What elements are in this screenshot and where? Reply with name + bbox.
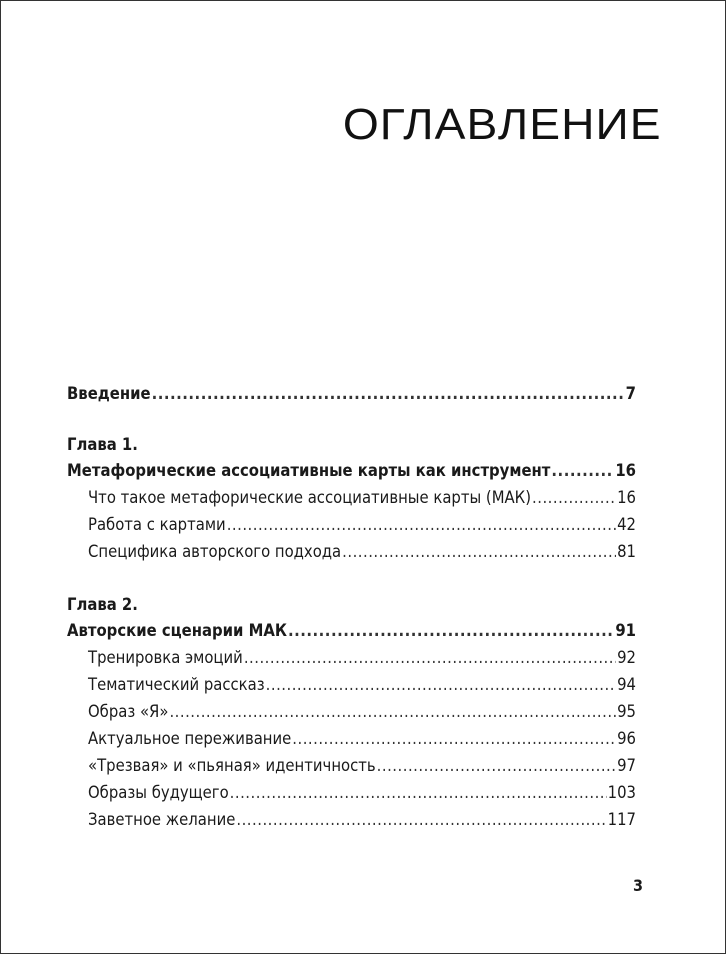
toc-label: Тренировка эмоций [88,648,243,667]
toc-entry[interactable] [67,806,636,833]
toc-page: 117 [607,810,636,829]
toc-label: Образы будущего [88,783,229,802]
chapter-number: Глава 2. [67,595,138,614]
chapter-number: Глава 1. [67,435,138,454]
toc-entry[interactable] [67,538,636,565]
toc-entry[interactable] [67,511,636,538]
toc-entry[interactable] [67,752,636,779]
dot-leader [551,457,614,484]
dot-leader [377,752,616,779]
toc-label: Заветное желание [88,810,236,829]
toc-entry[interactable] [67,725,636,752]
toc-page: 7 [625,384,636,403]
toc-page: 16 [615,461,636,480]
dot-leader [152,380,625,407]
dot-leader [292,725,616,752]
toc-page: 42 [617,515,636,534]
toc-label: «Трезвая» и «пьяная» идентичность [88,756,376,775]
toc-entry-chapter[interactable] [67,457,636,484]
toc-entry[interactable] [67,671,636,698]
toc-label: Что такое метафорические ассоциативные карты (МАК) [88,488,532,507]
toc-label: Актуальное переживание [88,729,292,748]
dot-leader [236,806,606,833]
toc-page: 97 [617,756,636,775]
toc-label: Авторские сценарии МАК [67,621,287,640]
toc-entry[interactable] [67,779,636,806]
toc-label: Образ «Я» [88,702,169,721]
toc-page: 95 [617,702,636,721]
dot-leader [244,644,616,671]
toc-label: Введение [67,384,151,403]
dot-leader [169,698,616,725]
dot-leader [230,779,607,806]
toc-entry[interactable] [67,484,636,511]
toc-page: 16 [617,488,636,507]
toc-entry-intro[interactable] [67,380,636,407]
toc-entry[interactable] [67,644,636,671]
toc-label: Метафорические ассоциативные карты как инструмент [67,461,551,480]
toc-label: Работа с картами [88,515,226,534]
dot-leader [288,617,614,644]
toc-label: Специфика авторского подхода [88,542,342,561]
toc-page: 96 [617,729,636,748]
toc-page: 91 [615,621,636,640]
toc-entry[interactable] [67,698,636,725]
toc-page: 81 [617,542,636,561]
page-title: ОГЛАВЛЕНИЕ [343,100,662,149]
toc-label: Тематический рассказ [88,675,265,694]
dot-leader [266,671,616,698]
page-number: 3 [633,876,644,895]
toc-page: 94 [617,675,636,694]
toc-page: 103 [607,783,636,802]
dot-leader [532,484,616,511]
dot-leader [227,511,616,538]
table-of-contents [67,380,636,833]
dot-leader [342,538,616,565]
toc-entry-chapter[interactable] [67,617,636,644]
toc-page: 92 [617,648,636,667]
